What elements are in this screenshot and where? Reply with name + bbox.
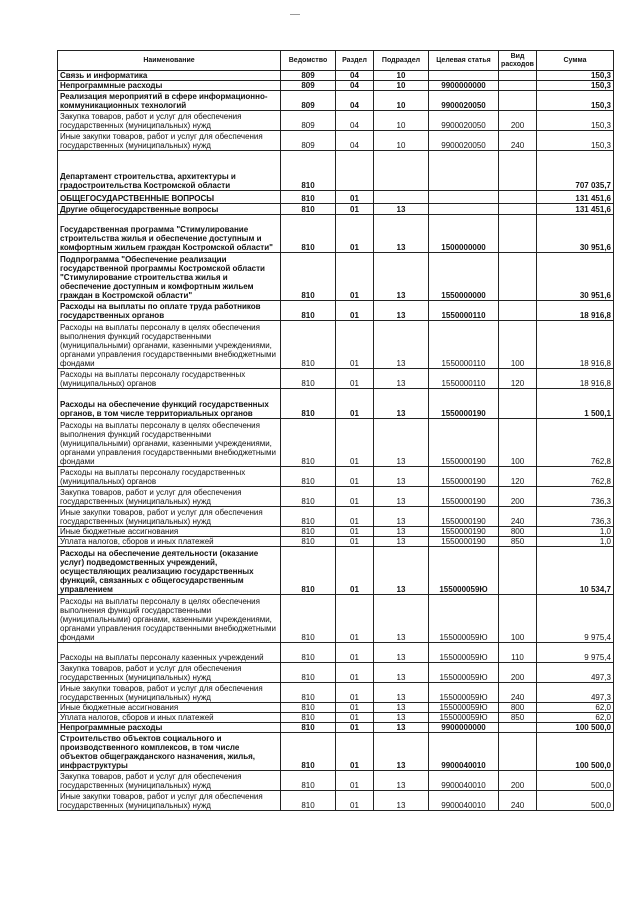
row-type-cell bbox=[499, 547, 537, 595]
table-row bbox=[58, 703, 614, 713]
row-section-cell: 01 bbox=[336, 191, 374, 204]
row-dept-cell: 809 bbox=[281, 71, 336, 81]
header-dept: Ведомство bbox=[281, 51, 336, 71]
row-type-cell bbox=[499, 253, 537, 301]
row-section-cell: 01 bbox=[336, 204, 374, 215]
row-article-cell: 1550000190 bbox=[429, 527, 499, 537]
row-name-cell: Иные бюджетные ассигнования bbox=[58, 527, 281, 537]
row-type-cell: 240 bbox=[499, 131, 537, 151]
row-subsection-cell bbox=[374, 191, 429, 204]
row-sum-cell: 150,3 bbox=[537, 91, 614, 111]
row-subsection-cell: 13 bbox=[374, 723, 429, 733]
table-row bbox=[58, 713, 614, 723]
row-subsection-cell: 10 bbox=[374, 71, 429, 81]
row-section-cell: 01 bbox=[336, 595, 374, 643]
table-header-row bbox=[58, 51, 614, 71]
row-dept-cell: 810 bbox=[281, 771, 336, 791]
row-subsection-cell: 13 bbox=[374, 713, 429, 723]
row-type-cell bbox=[499, 301, 537, 321]
row-name-cell: Другие общегосударственные вопросы bbox=[58, 204, 281, 215]
row-type-cell bbox=[499, 91, 537, 111]
row-sum-cell: 131 451,6 bbox=[537, 191, 614, 204]
row-sum-cell: 18 916,8 bbox=[537, 301, 614, 321]
row-dept-cell: 810 bbox=[281, 713, 336, 723]
row-dept-cell: 810 bbox=[281, 204, 336, 215]
header-section: Раздел bbox=[336, 51, 374, 71]
row-section-cell: 01 bbox=[336, 733, 374, 771]
row-sum-cell: 100 500,0 bbox=[537, 723, 614, 733]
row-article-cell bbox=[429, 191, 499, 204]
row-name-cell: Иные бюджетные ассигнования bbox=[58, 703, 281, 713]
row-type-cell bbox=[499, 215, 537, 253]
row-subsection-cell: 13 bbox=[374, 389, 429, 419]
row-article-cell: 1550000190 bbox=[429, 507, 499, 527]
row-type-cell: 100 bbox=[499, 321, 537, 369]
row-sum-cell: 497,3 bbox=[537, 683, 614, 703]
row-section-cell: 01 bbox=[336, 547, 374, 595]
row-type-cell bbox=[499, 191, 537, 204]
table-row bbox=[58, 527, 614, 537]
row-section-cell: 01 bbox=[336, 527, 374, 537]
row-name-cell: Связь и информатика bbox=[58, 71, 281, 81]
row-type-cell bbox=[499, 151, 537, 191]
row-name-cell: Расходы на выплаты персоналу государственных (муниципальных) органов bbox=[58, 369, 281, 389]
table-row bbox=[58, 253, 614, 301]
row-article-cell: 1550000190 bbox=[429, 467, 499, 487]
table-row bbox=[58, 204, 614, 215]
row-type-cell: 200 bbox=[499, 663, 537, 683]
row-name-cell: Расходы на выплаты персоналу казенных учреждений bbox=[58, 643, 281, 663]
row-name-cell: Расходы на выплаты по оплате труда работников государственных органов bbox=[58, 301, 281, 321]
table-row bbox=[58, 321, 614, 369]
row-name-cell: Иные закупки товаров, работ и услуг для обеспечения государственных (муниципальных) нужд bbox=[58, 683, 281, 703]
table-row bbox=[58, 369, 614, 389]
header-sum: Сумма bbox=[537, 51, 614, 71]
table-row bbox=[58, 91, 614, 111]
row-article-cell: 155000059Ю bbox=[429, 663, 499, 683]
row-dept-cell: 810 bbox=[281, 151, 336, 191]
row-sum-cell: 1 500,1 bbox=[537, 389, 614, 419]
row-dept-cell: 810 bbox=[281, 723, 336, 733]
row-dept-cell: 810 bbox=[281, 595, 336, 643]
row-sum-cell: 497,3 bbox=[537, 663, 614, 683]
row-sum-cell: 18 916,8 bbox=[537, 321, 614, 369]
row-subsection-cell: 13 bbox=[374, 771, 429, 791]
row-name-cell: ОБЩЕГОСУДАРСТВЕННЫЕ ВОПРОСЫ bbox=[58, 191, 281, 204]
row-section-cell: 01 bbox=[336, 321, 374, 369]
row-dept-cell: 809 bbox=[281, 131, 336, 151]
row-name-cell: Реализация мероприятий в сфере информационно-коммуникационных технологий bbox=[58, 91, 281, 111]
row-sum-cell: 500,0 bbox=[537, 771, 614, 791]
row-type-cell: 120 bbox=[499, 467, 537, 487]
row-type-cell: 240 bbox=[499, 791, 537, 811]
row-name-cell: Иные закупки товаров, работ и услуг для обеспечения государственных (муниципальных) нужд bbox=[58, 131, 281, 151]
row-dept-cell: 810 bbox=[281, 467, 336, 487]
row-type-cell bbox=[499, 81, 537, 91]
table-row bbox=[58, 215, 614, 253]
row-article-cell: 1550000190 bbox=[429, 389, 499, 419]
row-name-cell: Расходы на выплаты персоналу в целях обеспечения выполнения функций государственными (муниципальными) органами, казенными учреждениями, органами управления государственными внебюджетными фондами bbox=[58, 419, 281, 467]
header-type: Вид расходов bbox=[499, 51, 537, 71]
row-section-cell: 01 bbox=[336, 369, 374, 389]
row-section-cell: 01 bbox=[336, 301, 374, 321]
row-dept-cell: 810 bbox=[281, 487, 336, 507]
table-row bbox=[58, 507, 614, 527]
table-row bbox=[58, 791, 614, 811]
row-sum-cell: 762,8 bbox=[537, 467, 614, 487]
row-type-cell: 120 bbox=[499, 369, 537, 389]
row-name-cell: Расходы на выплаты персоналу в целях обеспечения выполнения функций государственными (муниципальными) органами, казенными учреждениями, органами управления государственными внебюджетными фондами bbox=[58, 321, 281, 369]
row-dept-cell: 810 bbox=[281, 507, 336, 527]
row-section-cell: 01 bbox=[336, 683, 374, 703]
table-row bbox=[58, 131, 614, 151]
row-subsection-cell bbox=[374, 151, 429, 191]
row-sum-cell: 736,3 bbox=[537, 507, 614, 527]
row-name-cell: Расходы на выплаты персоналу в целях обеспечения выполнения функций государственными (муниципальными) органами, казенными учреждениями, органами управления государственными внебюджетными фондами bbox=[58, 595, 281, 643]
row-name-cell: Иные закупки товаров, работ и услуг для обеспечения государственных (муниципальных) нужд bbox=[58, 791, 281, 811]
row-type-cell: 800 bbox=[499, 703, 537, 713]
row-article-cell: 1550000110 bbox=[429, 301, 499, 321]
table-row bbox=[58, 595, 614, 643]
row-sum-cell: 9 975,4 bbox=[537, 643, 614, 663]
row-sum-cell: 10 534,7 bbox=[537, 547, 614, 595]
row-type-cell bbox=[499, 733, 537, 771]
row-type-cell: 800 bbox=[499, 527, 537, 537]
row-type-cell: 100 bbox=[499, 595, 537, 643]
row-dept-cell: 810 bbox=[281, 733, 336, 771]
row-section-cell: 01 bbox=[336, 643, 374, 663]
row-article-cell: 155000059Ю bbox=[429, 713, 499, 723]
row-sum-cell: 30 951,6 bbox=[537, 215, 614, 253]
table-row bbox=[58, 111, 614, 131]
row-article-cell bbox=[429, 71, 499, 81]
row-article-cell: 155000059Ю bbox=[429, 683, 499, 703]
row-subsection-cell: 10 bbox=[374, 131, 429, 151]
row-subsection-cell: 13 bbox=[374, 215, 429, 253]
row-section-cell: 01 bbox=[336, 537, 374, 547]
row-section-cell: 01 bbox=[336, 419, 374, 467]
row-sum-cell: 100 500,0 bbox=[537, 733, 614, 771]
row-dept-cell: 810 bbox=[281, 791, 336, 811]
row-name-cell: Иные закупки товаров, работ и услуг для обеспечения государственных (муниципальных) нужд bbox=[58, 507, 281, 527]
row-sum-cell: 18 916,8 bbox=[537, 369, 614, 389]
row-article-cell: 9900020050 bbox=[429, 131, 499, 151]
row-sum-cell: 762,8 bbox=[537, 419, 614, 467]
table-row bbox=[58, 733, 614, 771]
row-subsection-cell: 13 bbox=[374, 204, 429, 215]
row-dept-cell: 809 bbox=[281, 91, 336, 111]
row-subsection-cell: 13 bbox=[374, 419, 429, 467]
row-dept-cell: 810 bbox=[281, 537, 336, 547]
row-dept-cell: 810 bbox=[281, 215, 336, 253]
page-top-mark bbox=[290, 14, 300, 15]
header-name: Наименование bbox=[58, 51, 281, 71]
row-name-cell: Закупка товаров, работ и услуг для обеспечения государственных (муниципальных) нужд bbox=[58, 487, 281, 507]
table-row bbox=[58, 71, 614, 81]
table-row bbox=[58, 683, 614, 703]
row-dept-cell: 810 bbox=[281, 369, 336, 389]
row-section-cell: 04 bbox=[336, 111, 374, 131]
row-article-cell: 9900040010 bbox=[429, 771, 499, 791]
row-type-cell: 850 bbox=[499, 713, 537, 723]
row-dept-cell: 810 bbox=[281, 703, 336, 713]
row-type-cell: 240 bbox=[499, 683, 537, 703]
row-article-cell: 1550000190 bbox=[429, 537, 499, 547]
row-name-cell: Уплата налогов, сборов и иных платежей bbox=[58, 537, 281, 547]
row-type-cell: 110 bbox=[499, 643, 537, 663]
row-article-cell: 9900040010 bbox=[429, 791, 499, 811]
row-subsection-cell: 13 bbox=[374, 467, 429, 487]
row-section-cell: 01 bbox=[336, 389, 374, 419]
table-row bbox=[58, 151, 614, 191]
row-subsection-cell: 13 bbox=[374, 595, 429, 643]
row-subsection-cell: 13 bbox=[374, 369, 429, 389]
row-subsection-cell: 13 bbox=[374, 663, 429, 683]
row-name-cell: Уплата налогов, сборов и иных платежей bbox=[58, 713, 281, 723]
row-section-cell: 04 bbox=[336, 71, 374, 81]
row-dept-cell: 810 bbox=[281, 191, 336, 204]
row-section-cell: 01 bbox=[336, 487, 374, 507]
table-body bbox=[58, 71, 614, 811]
row-sum-cell: 1,0 bbox=[537, 537, 614, 547]
row-article-cell: 155000059Ю bbox=[429, 703, 499, 713]
row-name-cell: Департамент строительства, архитектуры и градостроительства Костромской области bbox=[58, 151, 281, 191]
row-article-cell bbox=[429, 204, 499, 215]
row-article-cell: 1550000110 bbox=[429, 321, 499, 369]
row-section-cell: 04 bbox=[336, 91, 374, 111]
row-article-cell: 1550000190 bbox=[429, 487, 499, 507]
row-section-cell: 01 bbox=[336, 791, 374, 811]
row-dept-cell: 810 bbox=[281, 683, 336, 703]
row-dept-cell: 809 bbox=[281, 81, 336, 91]
row-name-cell: Расходы на обеспечение функций государственных органов, в том числе территориальных органов bbox=[58, 389, 281, 419]
row-dept-cell: 810 bbox=[281, 419, 336, 467]
row-sum-cell: 150,3 bbox=[537, 81, 614, 91]
row-subsection-cell: 13 bbox=[374, 643, 429, 663]
header-article: Целевая статья bbox=[429, 51, 499, 71]
row-type-cell bbox=[499, 204, 537, 215]
row-sum-cell: 736,3 bbox=[537, 487, 614, 507]
row-article-cell: 155000059Ю bbox=[429, 595, 499, 643]
row-type-cell: 240 bbox=[499, 507, 537, 527]
row-sum-cell: 62,0 bbox=[537, 703, 614, 713]
row-sum-cell: 131 451,6 bbox=[537, 204, 614, 215]
row-subsection-cell: 13 bbox=[374, 703, 429, 713]
table-row bbox=[58, 389, 614, 419]
budget-table bbox=[57, 50, 614, 811]
row-sum-cell: 30 951,6 bbox=[537, 253, 614, 301]
row-subsection-cell: 10 bbox=[374, 111, 429, 131]
row-name-cell: Закупка товаров, работ и услуг для обеспечения государственных (муниципальных) нужд bbox=[58, 663, 281, 683]
row-article-cell: 155000059Ю bbox=[429, 547, 499, 595]
table-row bbox=[58, 301, 614, 321]
row-type-cell bbox=[499, 723, 537, 733]
row-type-cell: 100 bbox=[499, 419, 537, 467]
row-section-cell: 01 bbox=[336, 713, 374, 723]
row-subsection-cell: 10 bbox=[374, 81, 429, 91]
row-section-cell bbox=[336, 151, 374, 191]
table-row bbox=[58, 771, 614, 791]
row-name-cell: Расходы на выплаты персоналу государственных (муниципальных) органов bbox=[58, 467, 281, 487]
row-sum-cell: 62,0 bbox=[537, 713, 614, 723]
row-type-cell: 200 bbox=[499, 771, 537, 791]
row-subsection-cell: 13 bbox=[374, 791, 429, 811]
row-name-cell: Государственная программа "Стимулирование строительства жилья и обеспечение доступным и комфортным жильем граждан Костромской области" bbox=[58, 215, 281, 253]
row-section-cell: 01 bbox=[336, 771, 374, 791]
row-subsection-cell: 13 bbox=[374, 301, 429, 321]
row-section-cell: 01 bbox=[336, 663, 374, 683]
row-article-cell: 1550000000 bbox=[429, 253, 499, 301]
row-section-cell: 04 bbox=[336, 131, 374, 151]
row-dept-cell: 810 bbox=[281, 301, 336, 321]
table-row bbox=[58, 419, 614, 467]
table-row bbox=[58, 487, 614, 507]
row-subsection-cell: 13 bbox=[374, 527, 429, 537]
row-section-cell: 01 bbox=[336, 507, 374, 527]
row-subsection-cell: 13 bbox=[374, 683, 429, 703]
row-dept-cell: 810 bbox=[281, 389, 336, 419]
row-type-cell: 200 bbox=[499, 111, 537, 131]
row-section-cell: 04 bbox=[336, 81, 374, 91]
row-subsection-cell: 13 bbox=[374, 487, 429, 507]
row-sum-cell: 150,3 bbox=[537, 131, 614, 151]
row-sum-cell: 707 035,7 bbox=[537, 151, 614, 191]
row-article-cell: 9900000000 bbox=[429, 81, 499, 91]
table-row bbox=[58, 663, 614, 683]
row-subsection-cell: 13 bbox=[374, 547, 429, 595]
row-sum-cell: 150,3 bbox=[537, 111, 614, 131]
table-row bbox=[58, 723, 614, 733]
row-dept-cell: 809 bbox=[281, 111, 336, 131]
row-sum-cell: 9 975,4 bbox=[537, 595, 614, 643]
row-subsection-cell: 13 bbox=[374, 733, 429, 771]
row-dept-cell: 810 bbox=[281, 321, 336, 369]
row-article-cell: 9900020050 bbox=[429, 111, 499, 131]
row-sum-cell: 500,0 bbox=[537, 791, 614, 811]
row-section-cell: 01 bbox=[336, 253, 374, 301]
row-sum-cell: 1,0 bbox=[537, 527, 614, 537]
row-type-cell bbox=[499, 71, 537, 81]
table-row bbox=[58, 191, 614, 204]
row-section-cell: 01 bbox=[336, 467, 374, 487]
row-sum-cell: 150,3 bbox=[537, 71, 614, 81]
row-article-cell: 1550000110 bbox=[429, 369, 499, 389]
row-subsection-cell: 10 bbox=[374, 91, 429, 111]
row-dept-cell: 810 bbox=[281, 253, 336, 301]
row-name-cell: Закупка товаров, работ и услуг для обеспечения государственных (муниципальных) нужд bbox=[58, 771, 281, 791]
row-name-cell: Непрограммные расходы bbox=[58, 723, 281, 733]
row-article-cell: 1500000000 bbox=[429, 215, 499, 253]
row-type-cell: 200 bbox=[499, 487, 537, 507]
row-article-cell: 9900020050 bbox=[429, 91, 499, 111]
row-name-cell: Закупка товаров, работ и услуг для обеспечения государственных (муниципальных) нужд bbox=[58, 111, 281, 131]
row-section-cell: 01 bbox=[336, 215, 374, 253]
row-section-cell: 01 bbox=[336, 703, 374, 713]
row-type-cell bbox=[499, 389, 537, 419]
table-row bbox=[58, 537, 614, 547]
row-name-cell: Подпрограмма "Обеспечение реализации государственной программы Костромской области "Стимулирование строительства жилья и обеспечение доступным и комфортным жильем граждан в Костромской области" bbox=[58, 253, 281, 301]
row-section-cell: 01 bbox=[336, 723, 374, 733]
row-article-cell: 155000059Ю bbox=[429, 643, 499, 663]
row-subsection-cell: 13 bbox=[374, 253, 429, 301]
table-row bbox=[58, 81, 614, 91]
row-subsection-cell: 13 bbox=[374, 321, 429, 369]
row-subsection-cell: 13 bbox=[374, 537, 429, 547]
table-row bbox=[58, 547, 614, 595]
row-dept-cell: 810 bbox=[281, 663, 336, 683]
header-subsection: Подраздел bbox=[374, 51, 429, 71]
table-row bbox=[58, 643, 614, 663]
row-article-cell: 9900040010 bbox=[429, 733, 499, 771]
row-dept-cell: 810 bbox=[281, 547, 336, 595]
row-subsection-cell: 13 bbox=[374, 507, 429, 527]
row-dept-cell: 810 bbox=[281, 527, 336, 537]
row-article-cell bbox=[429, 151, 499, 191]
row-article-cell: 9900000000 bbox=[429, 723, 499, 733]
row-dept-cell: 810 bbox=[281, 643, 336, 663]
row-name-cell: Расходы на обеспечение деятельности (оказание услуг) подведомственных учреждений, осуществляющих реализацию государственных функций, связанных с общегосударственным управлением bbox=[58, 547, 281, 595]
table-row bbox=[58, 467, 614, 487]
row-name-cell: Строительство объектов социального и производственного комплексов, в том числе объектов общегражданского назначения, жилья, инфраструктуры bbox=[58, 733, 281, 771]
row-article-cell: 1550000190 bbox=[429, 419, 499, 467]
row-type-cell: 850 bbox=[499, 537, 537, 547]
row-name-cell: Непрограммные расходы bbox=[58, 81, 281, 91]
